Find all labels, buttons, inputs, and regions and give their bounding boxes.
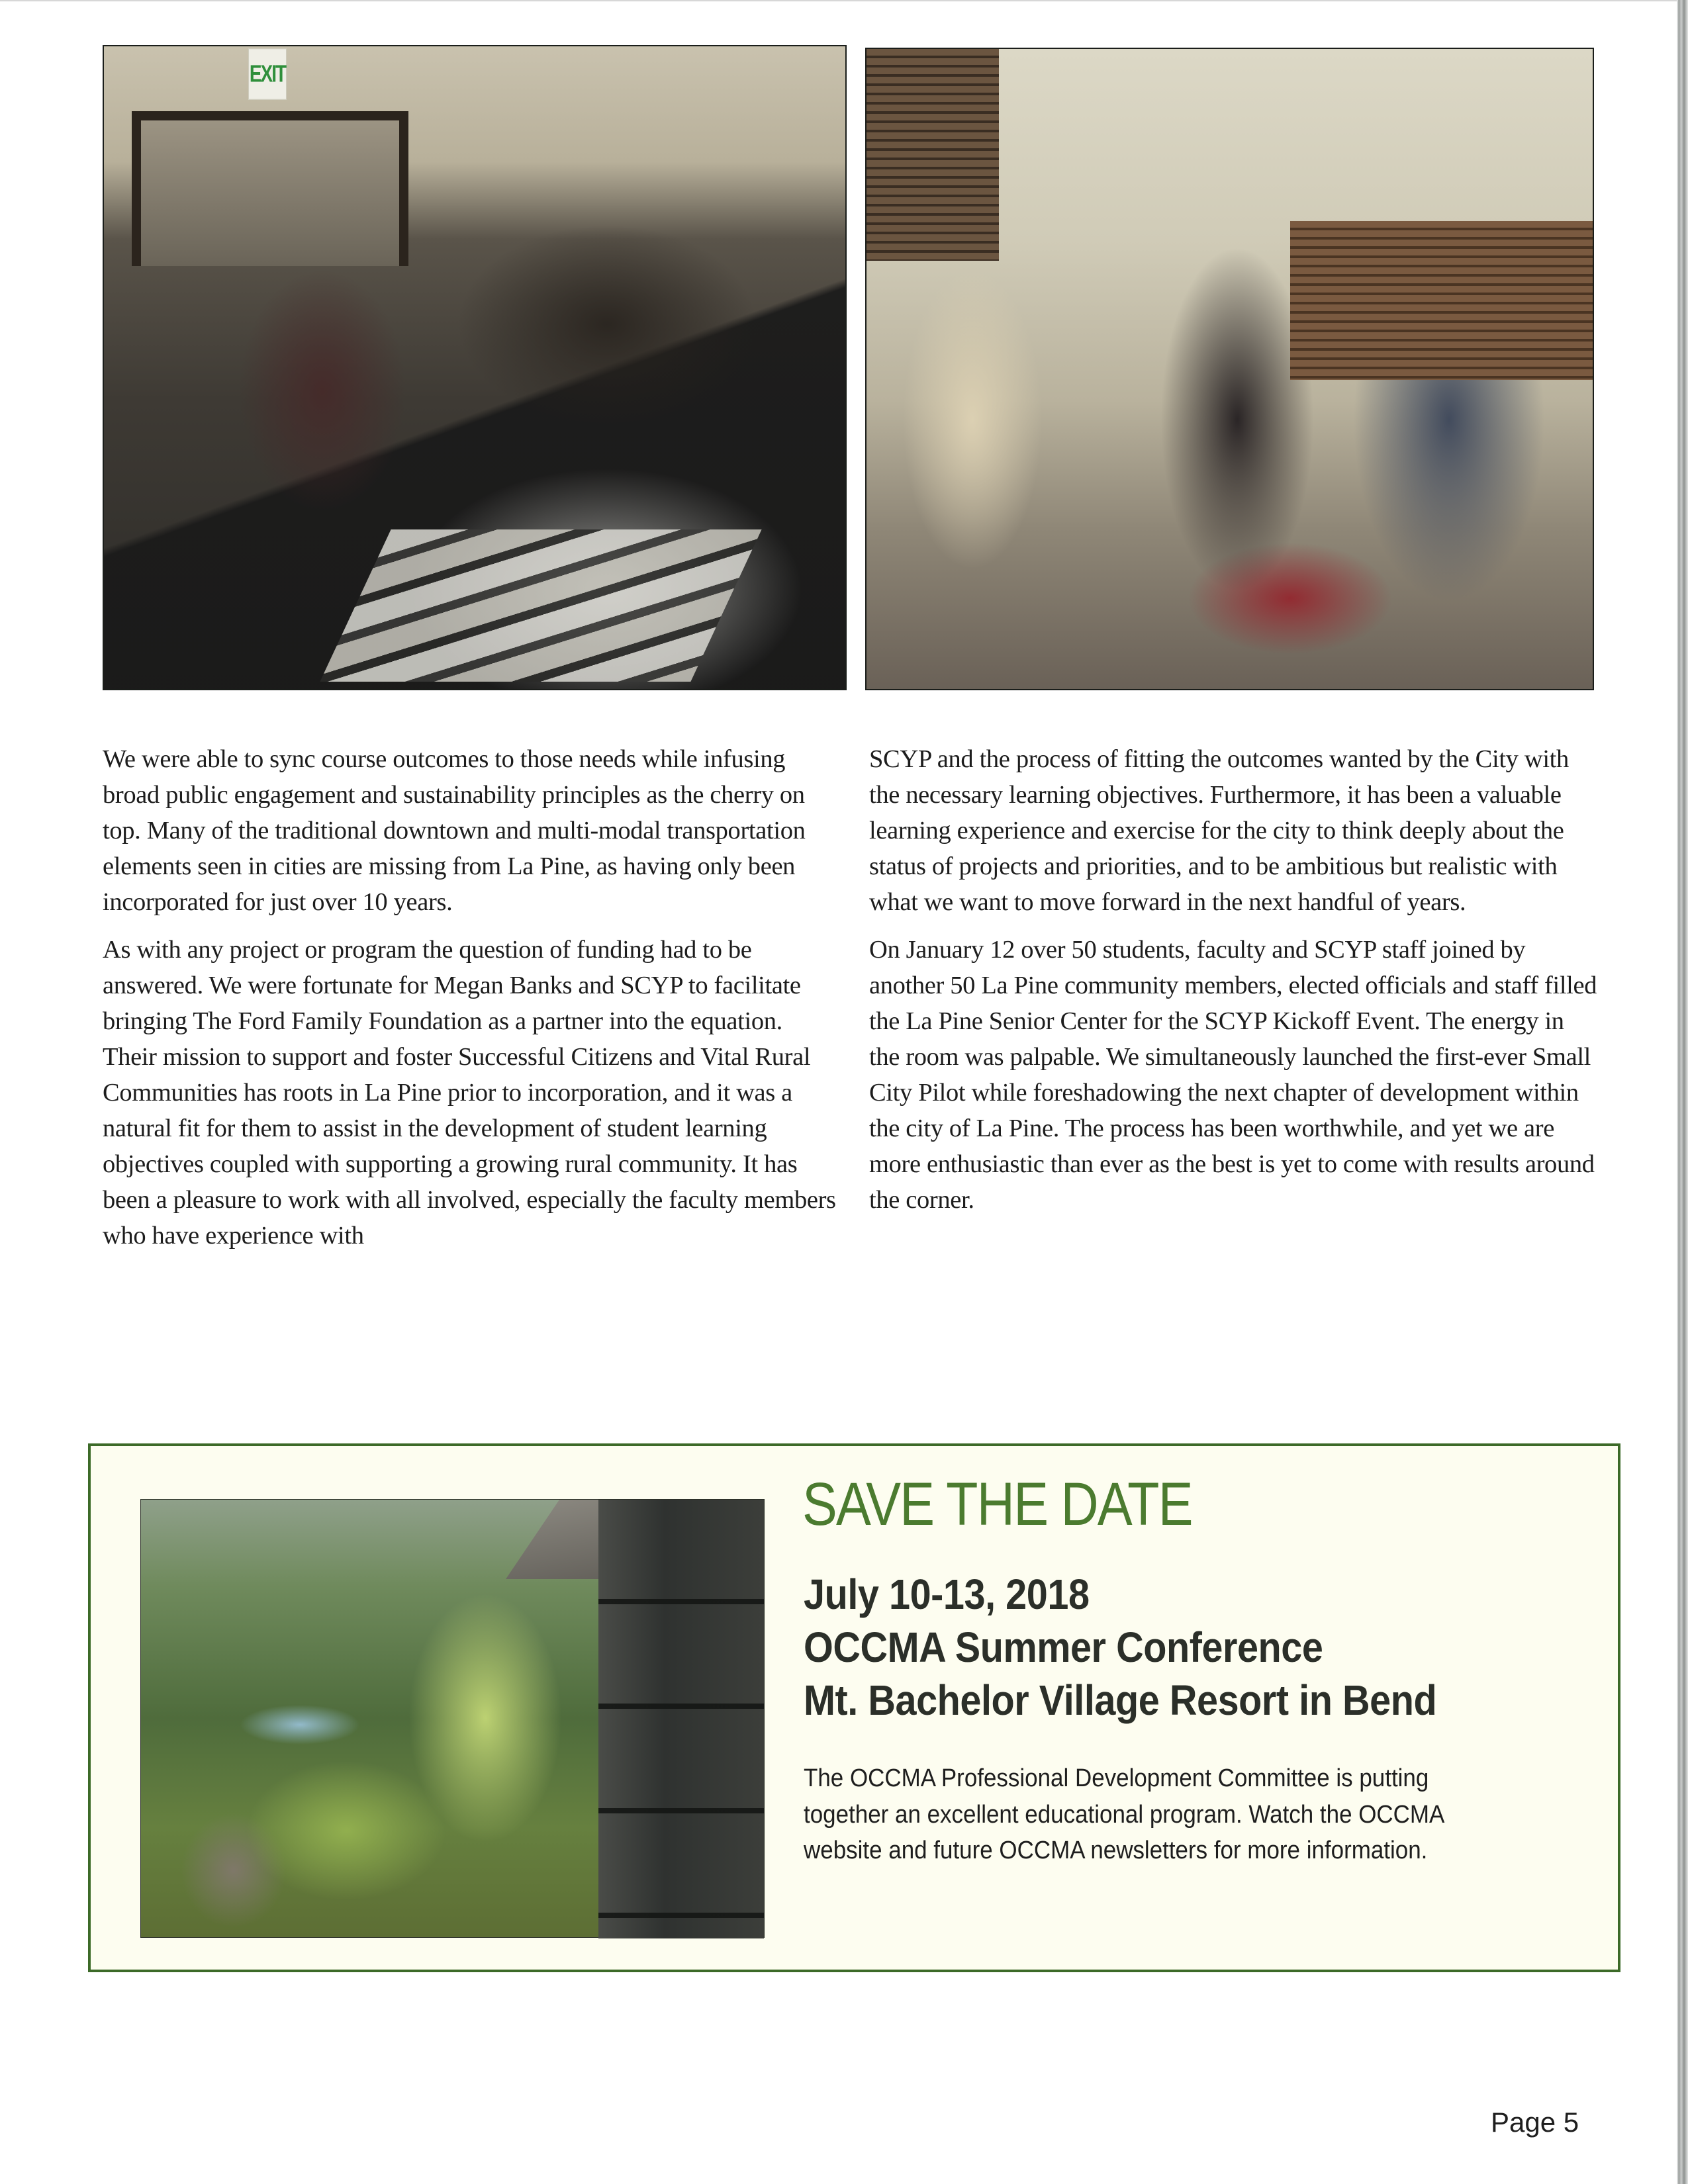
save-the-date-box	[88, 1443, 1620, 1972]
article-paragraph: As with any project or program the question of funding had to be answered. We were fortunate for Megan Banks and SCYP to facilitate bringing The Ford Family Foundation as a partner into the equation. Their mission to support and foster Successful Citizens and Vital Rural Communities has roots in La Pine prior to incorporation, and it was a natural fit for them to assist in the development of student learning objectives coupled with supporting a growing rural community. It has been a pleasure to work with all involved, especially the faculty members who have experience with	[103, 936, 836, 1250]
event-description-line: The OCCMA Professional Development Committee is putting	[804, 1764, 1429, 1792]
resort-building-balconies	[598, 1500, 764, 1938]
article-paragraph: On January 12 over 50 students, faculty and SCYP staff joined by another 50 La Pine community members, elected officials and staff filled the La Pine Senior Center for the SCYP Kickoff Event. The energy in the room was palpable. We simultaneously launched the first-ever Small City Pilot while foreshadowing the next chapter of development within the city of La Pine. The process has been worthwhile, and yet we are more enthusiastic than ever as the best is yet to come with results around the corner.	[869, 936, 1597, 1214]
window-blinds-right	[1290, 221, 1594, 380]
article-paragraph: We were able to sync course outcomes to those needs while infusing broad public engagement and sustainability principles as the cherry on top. Many of the traditional downtown and multi-modal transportation elements seen in cities are missing from La Pine, as having only been incorporated for just over 10 years.	[103, 745, 806, 916]
event-description	[804, 1760, 1553, 1869]
article-paragraph: SCYP and the process of fitting the outcomes wanted by the City with the necessary learning objectives. Furthermore, it has been a valuable learning experience and exercise for the city to think deeply about the status of projects and priorities, and to be ambitious but realistic with what we want to move forward in the next handful of years.	[869, 745, 1569, 916]
article-column-right	[869, 741, 1597, 1230]
doorway	[132, 111, 408, 266]
save-the-date-title: SAVE THE DATE	[802, 1471, 1192, 1538]
window-blinds	[867, 49, 999, 261]
event-name: OCCMA Summer Conference	[804, 1623, 1323, 1671]
scan-edge-right	[1677, 0, 1688, 2184]
event-description-line: together an excellent educational program. Watch the OCCMA	[804, 1800, 1445, 1829]
event-venue: Mt. Bachelor Village Resort in Bend	[804, 1676, 1437, 1724]
event-dates: July 10-13, 2018	[804, 1570, 1090, 1618]
photo-community-interview	[865, 48, 1594, 690]
exit-sign: EXIT	[248, 48, 287, 100]
photo-resort-landscape	[140, 1499, 765, 1938]
handouts-on-table	[320, 529, 761, 682]
event-details	[804, 1568, 1436, 1727]
event-description-line: website and future OCCMA newsletters for more information.	[804, 1837, 1428, 1864]
photo-student-signin	[103, 45, 847, 690]
scan-edge-top	[0, 0, 1688, 2]
page-number: Page 5	[1491, 2107, 1579, 2138]
article-column-left	[103, 741, 839, 1265]
